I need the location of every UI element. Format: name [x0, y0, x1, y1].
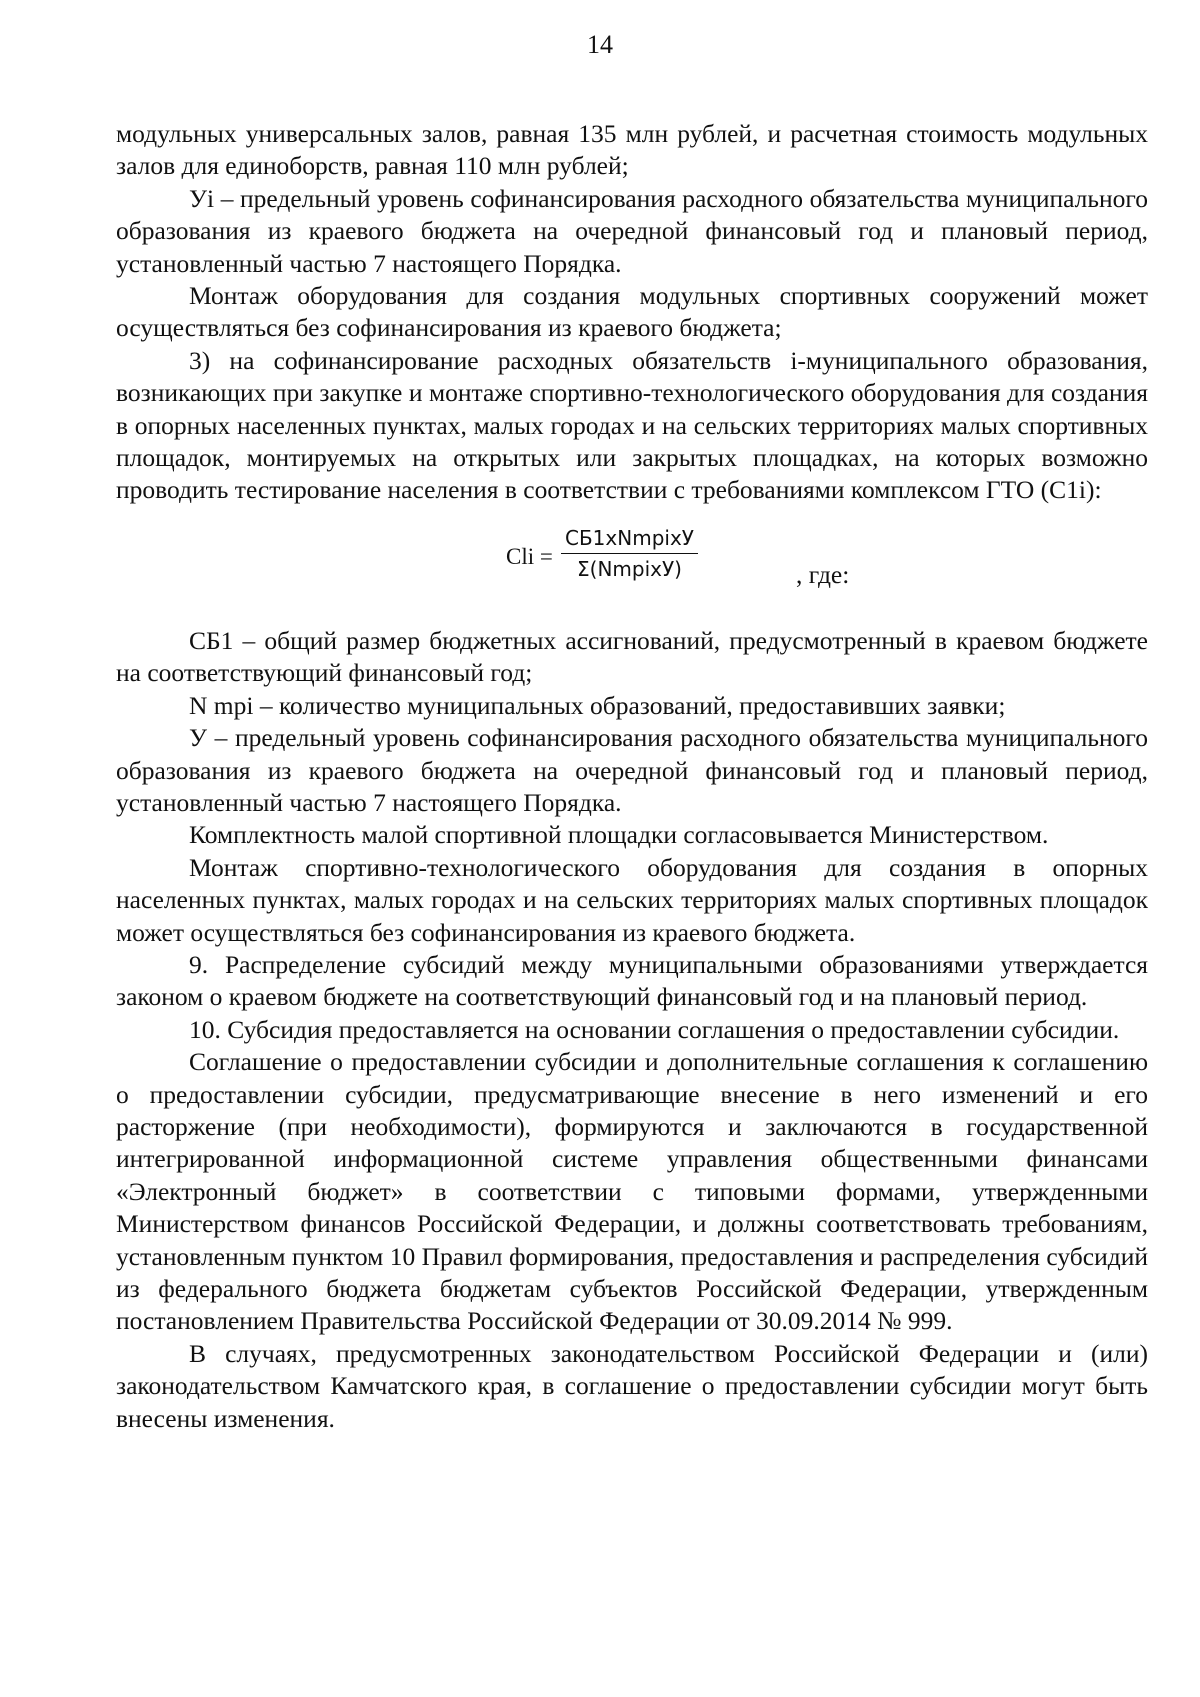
paragraph-group-top: [116, 118, 1148, 507]
paragraph: 3) на софинансирование расходных обязательств i-муниципального образования, возникающих при закупке и монтаже спортивно-технологического оборудования для создания в опорных населенных пунктах, малых городах и на сельских территориях малых спортивных площадок, монтируемых на открытых или закрытых площадках, на которых возможно проводить тестирование населения в соответствии с требованиями комплексом ГТО (С1i):: [116, 345, 1148, 505]
paragraph: Комплектность малой спортивной площадки согласовывается Министерством.: [189, 820, 1049, 850]
paragraph: Соглашение о предоставлении субсидии и дополнительные соглашения к соглашению о предоставлении субсидии, предусматривающие внесение в него изменений и его расторжение (при необходимости), формируются и заключаются в государственной интегрированной информационной системе управления общественными финансами «Электронный бюджет» в соответствии с типовыми формами, утвержденными Министерством финансов Российской Федерации, и должны соответствовать требованиям, установленным пунктом 10 Правил формирования, предоставления и распределения субсидий из федерального бюджета бюджетам субъектов Российской Федерации, утвержденным постановлением Правительства Российской Федерации от 30.09.2014 № 999.: [116, 1047, 1148, 1336]
paragraph: модульных универсальных залов, равная 135 млн рублей, и расчетная стоимость модульных залов для единоборств, равная 110 млн рублей;: [116, 119, 1148, 181]
paragraph: Монтаж оборудования для создания модульных спортивных сооружений может осуществляться без софинансирования из краевого бюджета;: [116, 281, 1148, 343]
page-number: 14: [587, 30, 613, 59]
paragraph: 10. Субсидия предоставляется на основании соглашения о предоставлении субсидии.: [189, 1014, 1120, 1044]
paragraph: N mpi – количество муниципальных образований, предоставивших заявки;: [189, 690, 1006, 720]
paragraph: В случаях, предусмотренных законодательством Российской Федерации и (или) законодательством Камчатского края, в соглашение о предоставлении субсидии могут быть внесены изменения.: [116, 1338, 1148, 1433]
paragraph: Монтаж спортивно-технологического оборудования для создания в опорных населенных пунктах, малых городах и на сельских территориях малых спортивных площадок может осуществляться без софинансирования из краевого бюджета.: [116, 852, 1148, 947]
document-body: [116, 118, 1148, 1435]
formula-lhs: Сli =: [506, 543, 553, 569]
formula-denominator: Σ(NmpiхУ): [577, 556, 682, 581]
formula: [116, 525, 1148, 587]
paragraph: СБ1 – общий размер бюджетных ассигнований, предусмотренный в краевом бюджете на соответствующий финансовый год;: [116, 625, 1148, 688]
formula-fraction: [561, 525, 698, 582]
paragraph: 9. Распределение субсидий между муниципальными образованиями утверждается законом о краевом бюджете на соответствующий финансовый год и на плановый период.: [116, 949, 1148, 1012]
formula-where: , где:: [796, 559, 850, 589]
paragraph-group-bottom: [116, 625, 1148, 1435]
paragraph: У – предельный уровень софинансирования расходного обязательства муниципального образования из краевого бюджета на очередной финансовый год и плановый период, установленный частью 7 настоящего Порядка.: [116, 723, 1148, 817]
paragraph: Уi – предельный уровень софинансирования расходного обязательства муниципального образования из краевого бюджета на очередной финансовый год и плановый период, установленный частью 7 настоящего Порядка.: [116, 183, 1148, 278]
formula-numerator: СБ1хNmpiхУ: [565, 525, 694, 550]
